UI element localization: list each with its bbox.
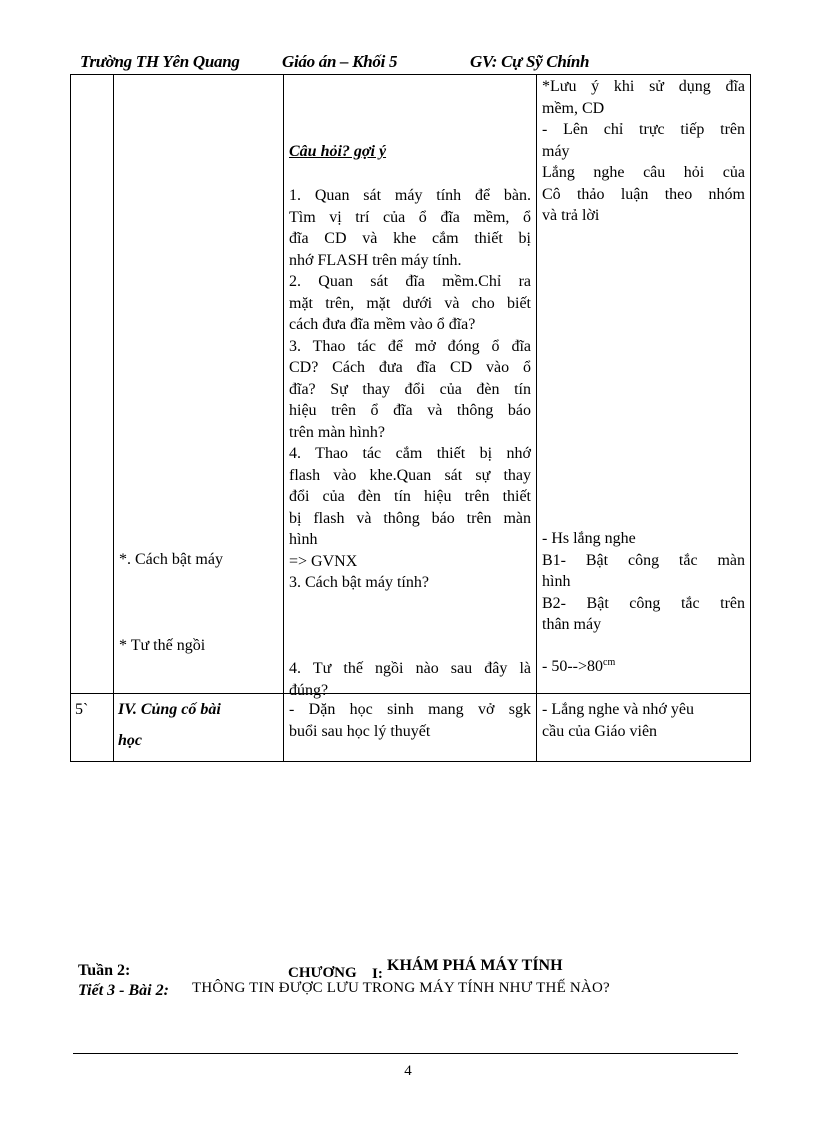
listen-line: và trả lời xyxy=(542,207,600,224)
posture-question-line: đúng? xyxy=(289,681,329,699)
week-label: Tuần 2: xyxy=(78,962,131,979)
step-2-line: B2- Bật công tắc trên xyxy=(542,594,745,612)
student-activity-cell xyxy=(537,694,751,762)
question-1-line: đĩa CD và khe cắm thiết bị xyxy=(289,230,531,247)
lesson-table xyxy=(70,74,751,762)
time-cell xyxy=(71,75,114,694)
chapter-label: CHƯƠNG xyxy=(288,965,357,981)
startup-title: *. Cách bật máy xyxy=(119,551,223,568)
distance-answer xyxy=(542,656,745,678)
question-4-line: bị flash và thông báo trên màn xyxy=(289,509,531,527)
lesson-title: THÔNG TIN ĐƯỢC LƯU TRONG MÁY TÍNH NHƯ THẾ NÀO? xyxy=(192,980,610,996)
content-cell xyxy=(114,694,284,762)
question-3-line: đĩa? Sự thay đổi của đèn tín xyxy=(289,380,531,398)
question-4-line: 4. Thao tác cắm thiết bị nhớ xyxy=(289,445,531,462)
table-row xyxy=(71,75,751,694)
teacher-activity-cell xyxy=(284,75,537,699)
student-activity-cell xyxy=(537,75,751,694)
distance-unit: cm xyxy=(603,657,616,668)
page-number: 4 xyxy=(404,1063,412,1079)
listen-line: Cô thảo luận theo nhóm xyxy=(542,185,745,203)
note-line: *Lưu ý khi sử dụng đĩa xyxy=(542,78,745,95)
question-1-line: nhớ FLASH trên máy tính. xyxy=(289,251,462,269)
chapter-number: I: xyxy=(372,966,383,982)
distance-value: - 50-->80 xyxy=(542,658,604,675)
question-3-line: trên màn hình? xyxy=(289,423,385,441)
show-line: máy xyxy=(542,142,570,160)
lesson-label: Tiết 3 - Bài 2: xyxy=(78,982,169,999)
question-2-line: mặt trên, mặt dưới và cho biết xyxy=(289,294,531,312)
question-4-line: đổi của đèn tín hiệu trên thiết xyxy=(289,488,531,505)
consolidate-title: học xyxy=(118,732,142,749)
chapter-title: KHÁM PHÁ MÁY TÍNH xyxy=(387,957,563,974)
time-value: 5` xyxy=(75,701,89,718)
question-2-line: 2. Quan sát đĩa mềm.Chỉ ra xyxy=(289,273,531,290)
listen-line: Lắng nghe câu hỏi của xyxy=(542,164,745,181)
gvnx-note: => GVNX xyxy=(289,552,358,570)
step-1-line: B1- Bật công tắc màn xyxy=(542,551,745,569)
teacher-line: - Dặn học sinh mang vở sgk xyxy=(289,701,531,718)
footer-divider xyxy=(73,1053,738,1054)
table-row xyxy=(71,694,751,762)
note-line: mềm, CD xyxy=(542,99,605,117)
step-2-line: thân máy xyxy=(542,616,602,633)
posture-question-line: 4. Tư thế ngồi nào sau đây là xyxy=(289,660,531,677)
content-cell xyxy=(114,75,284,694)
question-3-line: hiệu trên ổ đĩa và thông báo xyxy=(289,402,531,419)
show-line: - Lên chỉ trực tiếp trên xyxy=(542,121,745,138)
question-2-line: cách đưa đĩa mềm vào ổ đĩa? xyxy=(289,316,476,333)
student-line: cầu của Giáo viên xyxy=(542,722,658,740)
student-line: - Lắng nghe và nhớ yêu xyxy=(542,701,694,718)
school-name: Trường TH Yên Quang xyxy=(80,52,240,71)
question-1-line: 1. Quan sát máy tính để bàn. xyxy=(289,187,531,204)
question-heading: Câu hỏi? gợi ý xyxy=(289,143,387,160)
consolidate-title: IV. Củng cố bài xyxy=(118,701,221,718)
question-1-line: Tìm vị trí của ổ đĩa mềm, ổ xyxy=(289,208,531,226)
lesson-plan-label: Giáo án – Khối 5 xyxy=(282,52,398,71)
posture-title: * Tư thế ngồi xyxy=(119,637,206,654)
question-4-line: flash vào khe.Quan sát sự thay xyxy=(289,466,531,484)
hs-listen: - Hs lắng nghe xyxy=(542,530,636,547)
teacher-line: buổi sau học lý thuyết xyxy=(289,722,431,740)
question-4-line: hình xyxy=(289,531,318,548)
question-3-line: 3. Thao tác để mở đóng ổ đĩa xyxy=(289,337,531,355)
question-3-line: CD? Cách đưa đĩa CD vào ổ xyxy=(289,359,531,376)
step-1-line: hình xyxy=(542,573,571,590)
teacher-name: GV: Cự Sỹ Chính xyxy=(470,52,590,71)
time-cell xyxy=(71,694,114,762)
startup-question: 3. Cách bật máy tính? xyxy=(289,574,429,591)
teacher-activity-cell xyxy=(284,694,537,762)
